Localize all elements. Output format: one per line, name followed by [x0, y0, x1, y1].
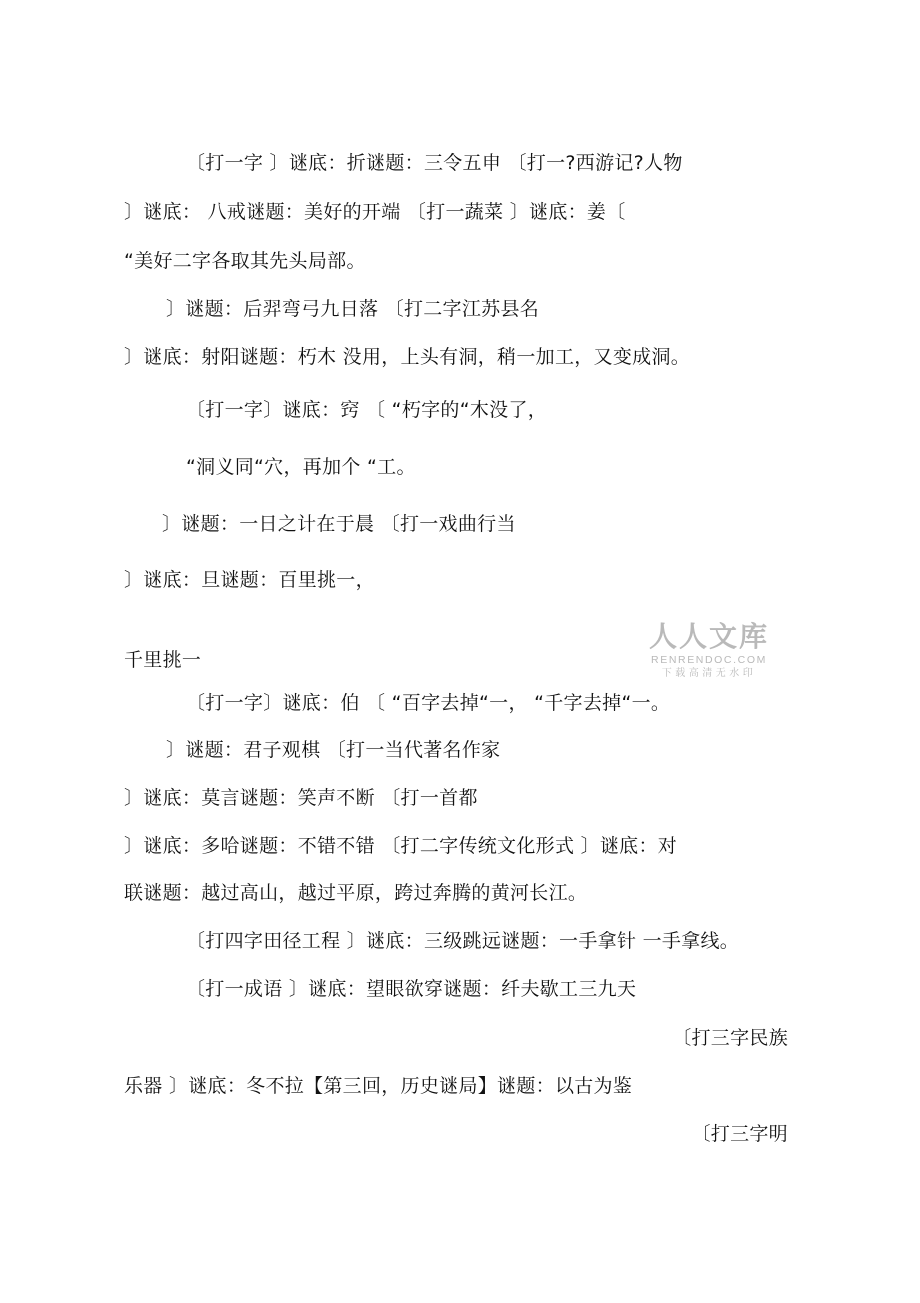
text-line-11: 〔打一字〕谜底：伯 〔 “百字去掉“一， “千字去掉“一。 — [186, 692, 671, 714]
text-line-5: 〕谜底：射阳谜题：朽木 没用，上头有洞，稍一加工，又变成洞。 — [124, 346, 691, 368]
text-line-7: “洞义同“穴，再加个 “工。 — [186, 456, 416, 478]
text-line-9: 〕谜底：旦谜题：百里挑一， — [124, 569, 375, 591]
text-line-6: 〔打一字〕谜底：窍 〔 “朽字的“木没了， — [186, 399, 548, 421]
text-line-14: 〕谜底：多哈谜题：不错不错 〔打二字传统文化形式 〕谜底：对 — [124, 835, 678, 857]
text-line-20: 〔打三字明 — [691, 1123, 788, 1145]
watermark-title: 人人文库 — [648, 620, 769, 653]
text-line-19: 乐器 〕谜底：冬不拉【第三回，历史谜局】谜题：以古为鉴 — [124, 1075, 633, 1097]
text-line-12: 〕谜题：君子观棋 〔打一当代著名作家 — [166, 739, 501, 761]
text-line-18: 〔打三字民族 — [672, 1027, 788, 1049]
text-line-2: 〕谜底： 八戒谜题：美好的开端 〔打一蔬菜 〕谜底：姜〔 — [124, 201, 626, 223]
text-line-16: 〔打四字田径工程 〕谜底：三级跳远谜题：一手拿针 一手拿线。 — [186, 930, 740, 952]
text-line-4: 〕谜题：后羿弯弓九日落 〔打二字江苏县名 — [166, 298, 540, 320]
text-line-10: 千里挑一 — [124, 649, 202, 671]
text-line-17: 〔打一成语 〕谜底：望眼欲穿谜题：纤夫歇工三九天 — [186, 978, 637, 1000]
text-line-3: “美好二字各取其先头局部。 — [124, 250, 366, 272]
watermark-subtitle: 下载高清无水印 — [661, 668, 757, 679]
watermark-logo — [644, 620, 774, 681]
text-line-1: 〔打一字 〕谜底：折谜题：三令五申 〔打一?西游记?人物 — [186, 152, 683, 174]
text-line-8: 〕谜题：一日之计在于晨 〔打一戏曲行当 — [162, 513, 516, 535]
text-line-15: 联谜题：越过高山，越过平原，跨过奔腾的黄河长江。 — [124, 882, 588, 904]
text-line-13: 〕谜底：莫言谜题：笑声不断 〔打一首都 — [124, 787, 478, 809]
watermark-url: RENRENDOC.COM — [651, 654, 767, 666]
